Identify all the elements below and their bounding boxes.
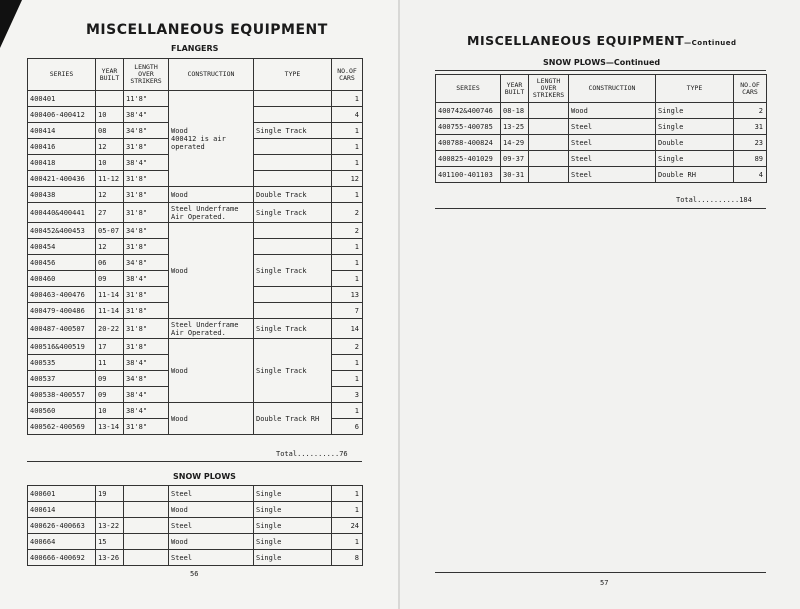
cell-type: Single	[254, 518, 332, 534]
cell-cars: 1	[332, 271, 363, 287]
divider	[27, 461, 362, 462]
cell-construction: Wood	[169, 502, 254, 518]
cell-series: 400487-400507	[28, 319, 96, 339]
cell-construction: Steel Underframe Air Operated.	[169, 319, 254, 339]
cell-length: 34'8"	[124, 371, 169, 387]
cell-year: 11	[96, 355, 124, 371]
col-type: TYPE	[656, 75, 734, 103]
table-row	[28, 550, 363, 566]
snow-plows-total: Total..........184	[676, 196, 752, 204]
cell-cars: 1	[332, 355, 363, 371]
cell-series: 400755-400785	[436, 119, 501, 135]
table-row	[28, 518, 363, 534]
cell-type	[254, 91, 332, 107]
snow-plows-continued-table	[435, 74, 767, 183]
col-cars: NO.OF CARS	[332, 59, 363, 91]
cell-construction: Steel	[169, 550, 254, 566]
cell-series: 400538-400557	[28, 387, 96, 403]
flangers-table	[27, 58, 363, 435]
cell-series: 400401	[28, 91, 96, 107]
cell-length	[529, 167, 569, 183]
cell-length: 31'8"	[124, 139, 169, 155]
cell-type	[254, 223, 332, 239]
cell-year: 13-22	[96, 518, 124, 534]
cell-series: 400440&400441	[28, 203, 96, 223]
cell-series: 400416	[28, 139, 96, 155]
cell-cars: 2	[332, 339, 363, 355]
cell-cars: 6	[332, 419, 363, 435]
cell-type: Single	[254, 534, 332, 550]
cell-cars: 1	[332, 123, 363, 139]
snow-plows-continued-heading: SNOW PLOWS—Continued	[543, 58, 661, 67]
cell-cars: 14	[332, 319, 363, 339]
cell-construction: Steel	[569, 119, 656, 135]
cell-cars: 2	[332, 223, 363, 239]
cell-year: 19	[96, 486, 124, 502]
col-construction: CONSTRUCTION	[569, 75, 656, 103]
cell-year: 20-22	[96, 319, 124, 339]
cell-series: 400537	[28, 371, 96, 387]
cell-length	[124, 486, 169, 502]
table-row	[436, 103, 767, 119]
cell-year: 11-12	[96, 171, 124, 187]
cell-cars: 1	[332, 255, 363, 271]
cell-type	[254, 155, 332, 171]
cell-series: 400452&400453	[28, 223, 96, 239]
cell-type: Single Track	[254, 339, 332, 403]
cell-type: Single Track	[254, 203, 332, 223]
cell-cars: 24	[332, 518, 363, 534]
cell-construction: Steel	[169, 486, 254, 502]
cell-year: 13-25	[501, 119, 529, 135]
cell-type: Double	[656, 135, 734, 151]
cell-year: 13-26	[96, 550, 124, 566]
cell-cars: 1	[332, 534, 363, 550]
cell-cars: 1	[332, 486, 363, 502]
cell-cars: 1	[332, 371, 363, 387]
scan-corner-shadow	[0, 0, 22, 48]
cell-length: 31'8"	[124, 187, 169, 203]
col-series: SERIES	[436, 75, 501, 103]
cell-year: 30-31	[501, 167, 529, 183]
page-title: MISCELLANEOUS EQUIPMENT	[86, 22, 328, 38]
cell-series: 400601	[28, 486, 96, 502]
cell-cars: 31	[734, 119, 767, 135]
table-row	[28, 403, 363, 419]
cell-cars: 12	[332, 171, 363, 187]
cell-year: 15	[96, 534, 124, 550]
cell-cars: 89	[734, 151, 767, 167]
cell-cars: 4	[332, 107, 363, 123]
flangers-total: Total..........76	[276, 450, 348, 458]
cell-series: 400463-400476	[28, 287, 96, 303]
cell-year: 08-18	[501, 103, 529, 119]
cell-series: 400742&400746	[436, 103, 501, 119]
cell-construction: Steel	[569, 151, 656, 167]
cell-type: Single Track	[254, 123, 332, 139]
cell-year: 11-14	[96, 287, 124, 303]
cell-length: 31'8"	[124, 239, 169, 255]
col-series: SERIES	[28, 59, 96, 91]
table-row	[436, 135, 767, 151]
cell-type	[254, 303, 332, 319]
cell-cars: 4	[734, 167, 767, 183]
cell-length	[124, 518, 169, 534]
cell-type: Single	[254, 486, 332, 502]
col-year-built: YEAR BUILT	[96, 59, 124, 91]
divider	[435, 208, 766, 209]
flangers-heading: FLANGERS	[171, 44, 219, 53]
cell-length: 31'8"	[124, 419, 169, 435]
cell-construction: Wood	[169, 403, 254, 435]
cell-series: 400562-400569	[28, 419, 96, 435]
cell-year: 27	[96, 203, 124, 223]
cell-cars: 13	[332, 287, 363, 303]
cell-cars: 1	[332, 403, 363, 419]
cell-year	[96, 91, 124, 107]
cell-type	[254, 171, 332, 187]
cell-cars: 1	[332, 239, 363, 255]
cell-series: 400438	[28, 187, 96, 203]
cell-length	[529, 119, 569, 135]
table-row	[28, 339, 363, 355]
cell-length	[124, 534, 169, 550]
cell-length: 31'8"	[124, 303, 169, 319]
cell-year: 10	[96, 107, 124, 123]
cell-cars: 3	[332, 387, 363, 403]
title-text: MISCELLANEOUS EQUIPMENT	[467, 33, 685, 48]
cell-length: 31'8"	[124, 287, 169, 303]
cell-series: 400414	[28, 123, 96, 139]
cell-year: 09	[96, 387, 124, 403]
cell-cars: 2	[734, 103, 767, 119]
cell-construction: Steel	[169, 518, 254, 534]
cell-series: 400516&400519	[28, 339, 96, 355]
cell-series: 400418	[28, 155, 96, 171]
cell-type: Single	[656, 103, 734, 119]
cell-type: Double Track	[254, 187, 332, 203]
right-page	[400, 0, 800, 609]
table-row	[28, 486, 363, 502]
cell-cars: 1	[332, 91, 363, 107]
cell-construction: Steel Underframe Air Operated.	[169, 203, 254, 223]
cell-length	[529, 151, 569, 167]
construction-text: Wood	[171, 126, 188, 135]
cell-year: 10	[96, 403, 124, 419]
cell-year: 11-14	[96, 303, 124, 319]
cell-year: 14-29	[501, 135, 529, 151]
cell-length: 38'4"	[124, 355, 169, 371]
divider	[435, 70, 766, 71]
cell-year	[96, 502, 124, 518]
cell-length	[124, 502, 169, 518]
cell-type: Single Track	[254, 319, 332, 339]
cell-type	[254, 139, 332, 155]
cell-cars: 23	[734, 135, 767, 151]
cell-year: 10	[96, 155, 124, 171]
cell-construction: Steel	[569, 135, 656, 151]
cell-year: 09	[96, 271, 124, 287]
snow-plows-table	[27, 485, 363, 566]
cell-length: 31'8"	[124, 171, 169, 187]
cell-type	[254, 287, 332, 303]
cell-series: 400614	[28, 502, 96, 518]
cell-series: 400664	[28, 534, 96, 550]
cell-length: 34'8"	[124, 255, 169, 271]
cell-cars: 7	[332, 303, 363, 319]
cell-construction: Wood	[169, 187, 254, 203]
cell-construction: Wood	[169, 339, 254, 403]
table-row	[436, 167, 767, 183]
cell-length	[529, 135, 569, 151]
cell-cars: 2	[332, 203, 363, 223]
cell-year: 17	[96, 339, 124, 355]
cell-length: 38'4"	[124, 271, 169, 287]
cell-cars: 1	[332, 155, 363, 171]
col-year-built: YEAR BUILT	[501, 75, 529, 103]
page-number: 57	[600, 579, 609, 587]
page-number: 56	[190, 570, 199, 578]
cell-construction	[169, 91, 254, 187]
cell-series: 401100-401103	[436, 167, 501, 183]
cell-cars: 1	[332, 139, 363, 155]
cell-cars: 1	[332, 187, 363, 203]
cell-length: 38'4"	[124, 387, 169, 403]
cell-length: 34'8"	[124, 123, 169, 139]
cell-length: 38'4"	[124, 107, 169, 123]
cell-type: Single	[254, 502, 332, 518]
cell-year: 05-07	[96, 223, 124, 239]
cell-series: 400421-400436	[28, 171, 96, 187]
col-construction: CONSTRUCTION	[169, 59, 254, 91]
cell-series: 400456	[28, 255, 96, 271]
cell-series: 400479-400486	[28, 303, 96, 319]
cell-construction: Steel	[569, 167, 656, 183]
cell-year: 09	[96, 371, 124, 387]
col-cars: NO.OF CARS	[734, 75, 767, 103]
cell-type: Double Track RH	[254, 403, 332, 435]
cell-length: 31'8"	[124, 319, 169, 339]
cell-year: 06	[96, 255, 124, 271]
construction-note: 400412 is air operated	[171, 134, 226, 151]
cell-year: 09-37	[501, 151, 529, 167]
cell-length: 38'4"	[124, 403, 169, 419]
table-row	[436, 151, 767, 167]
table-row	[28, 534, 363, 550]
cell-length: 31'8"	[124, 339, 169, 355]
cell-series: 400788-400824	[436, 135, 501, 151]
cell-length	[529, 103, 569, 119]
table-row	[28, 502, 363, 518]
cell-type: Single	[656, 151, 734, 167]
col-length: LENGTH OVER STRIKERS	[124, 59, 169, 91]
title-suffix: —Continued	[684, 39, 737, 47]
table-row	[28, 203, 363, 223]
cell-year: 12	[96, 187, 124, 203]
cell-series: 400406-400412	[28, 107, 96, 123]
table-row	[28, 223, 363, 239]
cell-year: 08	[96, 123, 124, 139]
cell-series: 400460	[28, 271, 96, 287]
cell-construction: Wood	[169, 534, 254, 550]
cell-type	[254, 239, 332, 255]
cell-year: 12	[96, 239, 124, 255]
cell-series: 400560	[28, 403, 96, 419]
cell-length: 34'8"	[124, 223, 169, 239]
cell-construction: Wood	[569, 103, 656, 119]
cell-type: Single	[656, 119, 734, 135]
snow-plows-heading: SNOW PLOWS	[173, 472, 236, 481]
cell-series: 400626-400663	[28, 518, 96, 534]
table-row	[28, 319, 363, 339]
cell-type: Double RH	[656, 167, 734, 183]
table-row	[28, 91, 363, 107]
cell-length: 31'8"	[124, 203, 169, 223]
cell-series: 400825-401029	[436, 151, 501, 167]
cell-construction: Wood	[169, 223, 254, 319]
cell-cars: 8	[332, 550, 363, 566]
table-row	[28, 187, 363, 203]
cell-year: 13-14	[96, 419, 124, 435]
col-type: TYPE	[254, 59, 332, 91]
cell-type: Single	[254, 550, 332, 566]
cell-length: 11'8"	[124, 91, 169, 107]
table-row	[436, 119, 767, 135]
cell-year: 12	[96, 139, 124, 155]
cell-cars: 1	[332, 502, 363, 518]
cell-type: Single Track	[254, 255, 332, 287]
cell-series: 400666-400692	[28, 550, 96, 566]
cell-length: 38'4"	[124, 155, 169, 171]
cell-length	[124, 550, 169, 566]
cell-series: 400535	[28, 355, 96, 371]
cell-series: 400454	[28, 239, 96, 255]
page-title	[467, 33, 737, 48]
col-length: LENGTH OVER STRIKERS	[529, 75, 569, 103]
footer-rule	[435, 572, 766, 573]
cell-type	[254, 107, 332, 123]
